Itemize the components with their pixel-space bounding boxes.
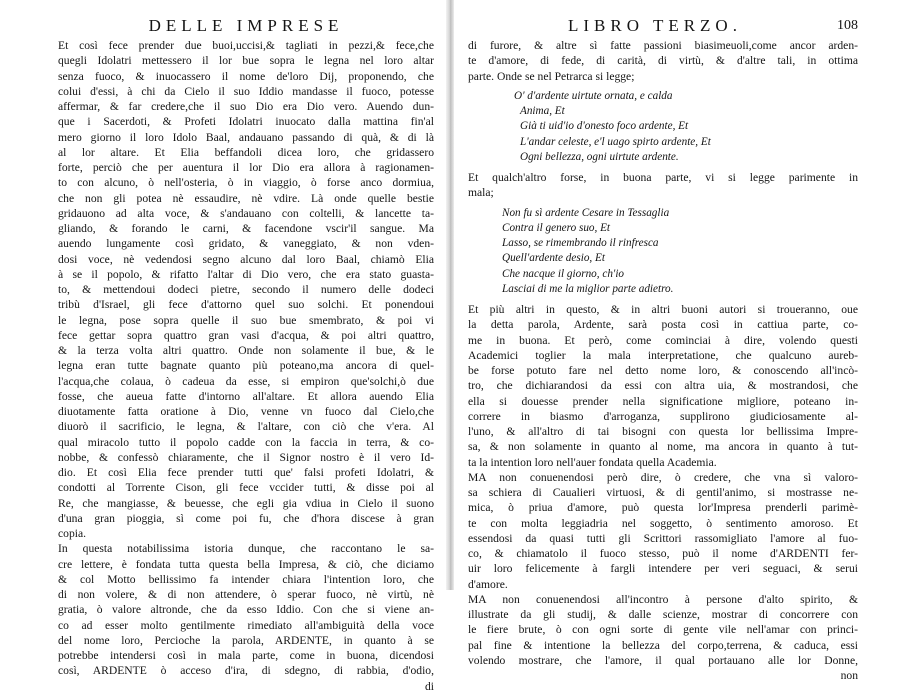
text-line: co ad esser molto gentilmente rimediato all'ambiguità della voce — [58, 618, 434, 632]
petrarch-quotation-2 — [468, 206, 858, 298]
text-line: que i Sacerdoti, & Profeti Idolatri inuocato dalla mattina fin'al — [58, 115, 434, 129]
text-line: ta la intention loro nell'auer fondata quella Academia. — [468, 455, 717, 469]
text-line: l'uno, & all'altro di tai bisogni con questa lor bellissima Impre- — [468, 425, 858, 438]
verse-line: Ogni bellezza, ogni uirtute ardente. — [520, 150, 679, 163]
petrarch-quotation-1 — [468, 89, 858, 165]
right-middle-text — [468, 170, 858, 201]
text-line: co, & chiamatolo il fuoco stesso, può il nome d'ARDENTI fer- — [468, 547, 858, 560]
text-line: le legna, pose sopra quelle il suo bue smembrato, & poi vi — [58, 313, 434, 327]
right-main-text — [468, 302, 858, 683]
text-line: mala; — [468, 186, 494, 200]
text-line: tro, che dichiarandosi da essi con altra uia, & mostrandosi, che — [468, 379, 858, 393]
text-line: illustrate da gli studij, & dalle scienze, mostrar di concorrere con — [468, 608, 858, 621]
verse-line: Lasso, se rimembrando il rinfresca — [502, 237, 659, 249]
text-line: tribù d'Israel, gli fece d'attorno quel suo solchi. Et ponendoui — [58, 298, 434, 312]
text-line: me in buona. Et però, come cominciai à dire, volendo questi — [468, 333, 858, 347]
text-line: senza fuoco, & inuocassero il nome de'loro Dij, proponendo, che — [58, 69, 434, 83]
verse-line: Che nacque il giorno, ch'io — [502, 267, 625, 280]
text-line: forte, perciò che per auentura il lor Dio era allora à ragionamen- — [58, 161, 434, 174]
text-line: condotti al Torrente Cison, gli fece vccider tutti, & disse poi al — [58, 481, 434, 495]
text-line: copia. — [58, 527, 87, 540]
text-line: d'una gran pioggia, sì come poi fu, che d'hora discese à gran — [58, 511, 434, 525]
text-line: be forse potuto fare nel detto nome loro, & conoscendo all'incò- — [468, 364, 858, 377]
text-line: to, & mettendoui dodeci pietre, secondo il numero delle dodeci — [58, 283, 434, 296]
text-line: la detta parola, Ardente, sarà posta così in cattiua parte, co- — [468, 318, 858, 332]
text-line: nobbe, & confessò chiaramente, che il Signor nostro è il vero Id- — [58, 450, 434, 464]
left-header-title: DELLE IMPRESE — [148, 16, 344, 35]
text-line: gliando, & forando le carni, & facendone vscir'il sangue. Ma — [58, 222, 434, 235]
text-line: te con molta leggiadria nel soggetto, ò sentimento amoroso. Et — [468, 516, 858, 530]
text-line: mero giorno il loro Idolo Baal, andauano passando di quà, & di là — [58, 130, 434, 144]
text-line: sa schiera di Caualieri virtuosi, & di gentil'animo, si mostrasse ne- — [468, 486, 858, 499]
text-line: MA non conuenendosi all'incontro à persone d'alto spirito, & — [468, 592, 858, 606]
text-line: Et qualch'altro forse, in buona parte, vi si legge parimente in — [468, 171, 858, 184]
text-line: volendo mostrare, che l'amore, il qual portauano alle lor Donne, — [468, 653, 858, 667]
text-line: dio. Et così Elia fece prender tutti que' falsi profeti Idolatri, & — [58, 466, 434, 479]
text-line: sa, & non solamente in quanto al nome, ma ancora in quanto à tut- — [468, 440, 858, 454]
text-line: auendo lungamente così gridato, & vaneggiato, & non vden- — [58, 237, 434, 251]
text-line: Et così fece prender due buoi,uccisi,& tagliati in pezzi,& fece,che — [58, 39, 434, 52]
text-line: qual miracolo tutto il popolo cadde con la faccia in terra, & co- — [58, 435, 434, 449]
text-line: to con alcuno, ò nell'osteria, ò in viaggio, ò forse anco dormiua, — [58, 176, 434, 190]
text-line: & col Motto bellissimo fa intender chiara l'intention loro, che — [58, 572, 434, 586]
page-number: 108 — [837, 18, 858, 33]
verse-line: Contra il genero suo, Et — [502, 221, 611, 234]
text-line: gratia, ò valore altronde, che da esso Iddio. Con che si viene an- — [58, 603, 434, 617]
text-line: dosi voce, nè vedendosi segno alcuno dal loro Baal, chiamò Elia — [58, 252, 434, 266]
text-line: In questa notabilissima istoria dunque, che raccontano le sa- — [58, 542, 434, 556]
right-header-title: LIBRO TERZO. — [568, 16, 742, 35]
verse-line: Non fu sì ardente Cesare in Tessaglia — [502, 206, 670, 219]
text-line: Academici toglier la mala interpretatione, che qualcuno aureb- — [468, 348, 858, 362]
verse-line: Già ti uid'io d'onesto foco ardente, Et — [520, 120, 689, 133]
text-line: quegli Idolatri mettessero il lor bue sopra le legna nel loro altar — [58, 54, 434, 68]
text-line: parte. Onde se nel Petrarca si legge; — [468, 69, 635, 83]
text-line: Et più altri in questo, & in altri buoni autori si troueranno, oue — [468, 303, 858, 316]
text-line: non — [840, 669, 858, 682]
text-line: correre in biasmo d'arroganza, supplirono giudiciosamente al- — [468, 409, 858, 423]
right-intro-text — [468, 38, 858, 84]
left-running-header — [58, 14, 434, 38]
verse-line: Anima, Et — [520, 105, 565, 117]
verse-line: Lasciai di me la miglior parte adietro. — [502, 282, 674, 295]
text-line: di furore, & altre sì fatte passioni biasimeuoli,come ancor arden- — [468, 39, 858, 52]
text-line: d'amore. — [468, 577, 508, 591]
text-line: essendosi da quasi tutti gli Scrittori rassomigliato l'amore al fuo- — [468, 531, 858, 545]
text-line: pal fine & intentione la bellezza del corpo,terrena, & caduca, essi — [468, 638, 858, 652]
left-page — [0, 0, 448, 693]
text-line: di — [424, 679, 434, 693]
text-line: & la terza volta altri quattro. Onde non solamente il bue, & le — [58, 344, 434, 357]
text-line: colui d'essi, à chi da Cielo il suo Iddio mandasse il fuoco, potesse — [58, 84, 434, 98]
text-line: l'acqua,che colaua, ò cadeua da esse, si empiron que'solchi,ò due — [58, 374, 434, 388]
right-running-header — [468, 14, 858, 38]
text-line: del nome loro, Percioche la parola, ARDENTE, in quanto à se — [58, 633, 434, 647]
text-line: di non volere, & di non attendere, ò sperar fuoco, nè virtù, nè — [58, 588, 434, 601]
text-line: Re, che mangiasse, & beuesse, che egli gia vdiua in Cielo il suono — [58, 496, 434, 510]
right-page — [452, 0, 900, 682]
text-line: al lor altare. Et Elia beffandoli dicea loro, che gridassero — [58, 145, 434, 159]
verse-line: L'andar celeste, e'l uago spirto ardente, Et — [520, 135, 711, 148]
text-line: così, ARDENTE ò acceso d'ira, di sdegno, di rabbia, d'odio, — [58, 664, 434, 678]
text-line: affermar, & far credere,che il suo Dio era Dio vero. Auendo dun- — [58, 100, 434, 113]
text-line: diuotamente fatta oratione à Dio, venne vn fuoco dal Cielo,che — [58, 405, 434, 418]
text-line: fosse, che aueua fatte d'intorno all'altare. Et allora auendo Elia — [58, 389, 434, 403]
text-line: cre lettere, è fondata tutta questa bella Impresa, & ciò, che diciamo — [58, 557, 434, 571]
text-line: diuorò il sacrificio, le legna, & l'altare, con ciò che v'era. Al — [58, 420, 434, 434]
text-line: ella si douesse prender nella significatione migliore, poteano in- — [468, 394, 858, 408]
left-page-body — [58, 38, 434, 694]
text-line: legna eran tutte bagnate quanto più poteano,ma ancora di quel- — [58, 359, 434, 373]
text-line: che non gli potea nè essaudire, nè vdire. Là onde quelle bestie — [58, 191, 434, 205]
text-line: le fiere brute, ò con ogni sorte di gente vile nell'amar con princi- — [468, 623, 858, 637]
text-line: uir loro felicemente à fargli intendere per veri seguaci, & serui — [468, 562, 858, 576]
text-line: fece gettar sopra quattro gran vasi d'acqua, & poi altri quattro, — [58, 328, 434, 342]
text-line: potrebbe intendersi così in mala parte, come in buona, dicendosi — [58, 649, 434, 662]
verse-line: Quell'ardente desio, Et — [502, 252, 605, 265]
text-line: à se il popolo, & rifatto l'altar di Dio vero, che era stato guasta- — [58, 267, 434, 281]
text-line: gridauono ad alta voce, & s'andauano con coltelli, & lancette ta- — [58, 206, 434, 220]
text-line: MA non conuenendosi però dire, ò credere, che vna sì valoro- — [468, 470, 858, 484]
text-line: mica, ò priua d'amore, può questa lor'Impresa prenderli parimè- — [468, 501, 858, 515]
text-line: te d'amore, di fede, di carità, di virtù, & d'altre tali, in ottima — [468, 54, 858, 68]
verse-line: O' d'ardente uirtute ornata, e calda — [514, 89, 673, 102]
